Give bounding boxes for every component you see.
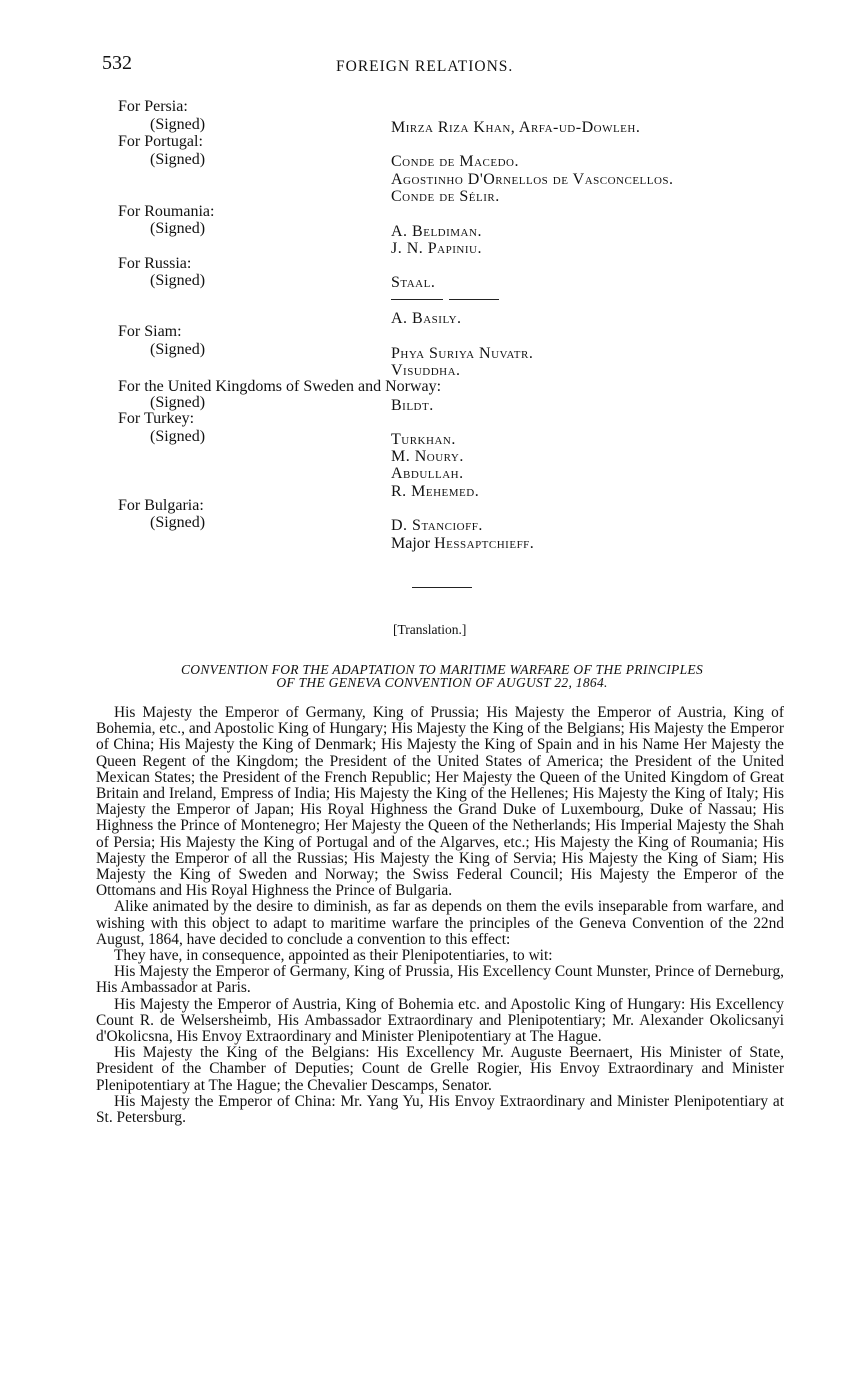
country-bulgaria: For Bulgaria: [118,497,204,514]
country-sweden-norway: For the United Kingdoms of Sweden and Norway: [118,378,442,395]
signatory-turkey-1: Turkhan. [391,431,456,448]
signatory-sweden-norway-1: Bildt. [391,397,434,414]
signed-persia: (Signed) [150,116,206,133]
signatory-portugal-1: Conde de Macedo. [391,153,519,170]
signed-russia: (Signed) [150,272,206,289]
signed-roumania: (Signed) [150,220,206,237]
signatory-portugal-2: Agostinho D'Ornellos de Vasconcellos. [391,171,674,188]
paragraph-austria: His Majesty the Emperor of Austria, King of Bohemia etc. and Apostolic King of Hungary: His Excellency Count R. de Welsersheimb, His Ambassador Extraordinary and Plenipotentiary; Mr. Alexander Okolicsanyi d'Okolicsna, His Envoy Extraordinary and Minister Plenipotentiary at The Hague. [96,995,784,1046]
signatory-turkey-4: R. Mehemed. [391,483,480,500]
signatory-persia-1: Mirza Riza Khan, Arfa-ud-Dowleh. [391,119,641,136]
signatory-turkey-2: M. Noury. [391,448,464,465]
country-persia: For Persia: [118,98,188,115]
convention-title [96,663,788,689]
paragraph-germany: His Majesty the Emperor of Germany, King of Prussia, His Excellency Count Munster, Prince of Derneburg, His Ambassador at Paris. [96,963,784,997]
signatory-siam-1: Phya Suriya Nuvatr. [391,345,534,362]
country-turkey: For Turkey: [118,410,195,427]
section-divider [412,587,472,588]
signature-rule [391,299,443,300]
paragraph-appointment: They have, in consequence, appointed as their Plenipotentiaries, to wit: [114,947,553,965]
page-number: 532 [102,52,132,74]
signatory-russia-1: Staal. [391,274,436,291]
signatory-turkey-3: Abdullah. [391,465,464,482]
paragraph-purpose: Alike animated by the desire to diminish, as far as depends on them the evils inseparable from warfare, and wishing with this object to adapt to maritime warfare the principles of the Geneva Convention of the 22nd August, 1864, have decided to conclude a convention to this effect: [96,898,784,948]
signatory-bulgaria-1: D. Stancioff. [391,517,483,534]
convention-body [96,705,784,1126]
convention-title-line-2: OF THE GENEVA CONVENTION OF AUGUST 22, 1864. [276,675,608,690]
paragraph-belgium: His Majesty the King of the Belgians: His Excellency Mr. Auguste Beernaert, His Minister of State, President of the Chamber of Deputies; Count de Grelle Rogier, His Envoy Extraordinary and Minister Plenipotentiary at The Hague; the Chevalier Descamps, Senator. [96,1044,784,1094]
signed-turkey: (Signed) [150,428,206,445]
signatory-russia-2: A. Basily. [391,310,462,327]
running-head: FOREIGN RELATIONS. [336,58,514,75]
signatory-siam-2: Visuddha. [391,362,461,379]
paragraph-preamble: His Majesty the Emperor of Germany, King of Prussia; His Majesty the Emperor of Austria, King of Bohemia, etc., and Apostolic King of Hungary; His Majesty the King of the Belgians; His Majesty the Emperor of China; His Majesty the King of Denmark; His Majesty the King of Spain and in his Name Her Majesty the Queen Regent of the Kingdom; the President of the United States of America; the President of the United Mexican States; the President of the French Republic; Her Majesty the Queen of the United Kingdom of Great Britain and Ireland, Empress of India; His Majesty the King of the Hellenes; His Majesty the King of Italy; His Majesty the Emperor of Japan; His Royal Highness the Grand Duke of Luxembourg, Duke of Nassau; His Highness the Prince of Montenegro; Her Majesty the Queen of the Netherlands; His Imperial Majesty the Shah of Persia; His Majesty the King of Portugal and of the Algarves, etc.; His Majesty the King of Roumania; His Majesty the Emperor of all the Russias; His Majesty the King of Servia; His Majesty the King of Siam; His Majesty the King of Sweden and Norway; the Swiss Federal Council; His Majesty the Emperor of the Ottomans and His Royal Highness the Prince of Bulgaria. [96,704,784,900]
country-siam: For Siam: [118,323,182,340]
signatory-roumania-1: A. Beldiman. [391,223,482,240]
signatory-portugal-3: Conde de Sélir. [391,188,500,205]
signatory-bulgaria-2-surname: Hessaptchieff. [434,535,535,552]
signed-bulgaria: (Signed) [150,514,206,531]
signatory-roumania-2: J. N. Papiniu. [391,240,482,257]
signed-portugal: (Signed) [150,151,206,168]
signed-sweden-norway: (Signed) [150,394,206,411]
signatory-bulgaria-2: Major Hessaptchieff. [391,535,535,552]
country-roumania: For Roumania: [118,203,215,220]
paragraph-china: His Majesty the Emperor of China: Mr. Yang Yu, His Envoy Extraordinary and Minister Plenipotentiary at St. Petersburg. [96,1092,784,1127]
signature-rule [449,299,499,300]
country-russia: For Russia: [118,255,192,272]
translation-note: [Translation.] [393,622,467,637]
country-portugal: For Portugal: [118,133,203,150]
signed-siam: (Signed) [150,341,206,358]
convention-title-line-1: CONVENTION FOR THE ADAPTATION TO MARITIME WARFARE OF THE PRINCIPLES [180,662,703,677]
